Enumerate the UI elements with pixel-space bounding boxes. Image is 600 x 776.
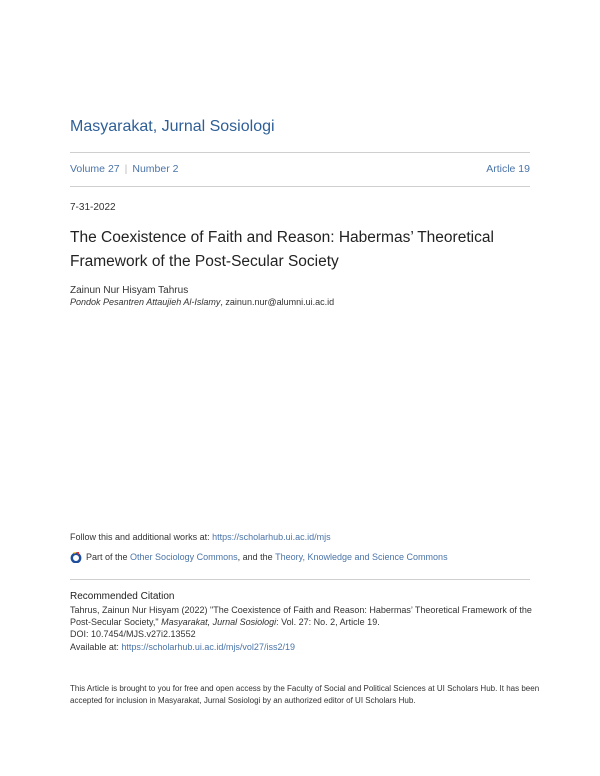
access-statement: This Article is brought to you for free and open access by the Faculty of Social and Political Sciences at UI Scholars Hub. It has been accepted for inclusion in Masyarakat, Jurnal Sosiologi by an authorized editor of UI Scholars Hub. xyxy=(70,684,540,705)
divider xyxy=(70,186,530,187)
part-of-line xyxy=(70,551,448,563)
article-number[interactable]: Article 19 xyxy=(486,163,530,175)
number-link[interactable]: Number 2 xyxy=(132,163,179,175)
divider xyxy=(70,579,530,580)
part-of-middle: , and the xyxy=(237,552,273,562)
affiliation: Pondok Pesantren Attaujieh Al-Islamy xyxy=(70,297,221,307)
citation-journal: Masyarakat, Jurnal Sosiologi xyxy=(161,617,277,628)
citation-text: Tahrus, Zainun Nur Hisyam (2022) "The Coexistence of Faith and Reason: Habermas’ Theoretical Framework of the Post-Secular Society," xyxy=(70,605,532,628)
issue-info xyxy=(70,163,178,175)
available-link[interactable]: https://scholarhub.ui.ac.id/mjs/vol27/iss2/19 xyxy=(121,641,295,652)
author-name: Zainun Nur Hisyam Tahrus xyxy=(70,285,189,296)
separator: | xyxy=(124,163,128,175)
article-title: The Coexistence of Faith and Reason: Habermas’ Theoretical Framework of the Post-Secular Society xyxy=(70,229,494,270)
volume-link[interactable]: Volume 27 xyxy=(70,163,120,175)
publication-date: 7-31-2022 xyxy=(70,202,116,213)
available-prefix: Available at: xyxy=(70,641,122,652)
follow-line xyxy=(70,532,331,542)
citation-volume: : Vol. 27: No. 2, Article 19. xyxy=(276,617,380,628)
other-sociology-commons-link[interactable]: Other Sociology Commons xyxy=(130,552,238,562)
theory-knowledge-science-commons-link[interactable]: Theory, Knowledge and Science Commons xyxy=(275,552,448,562)
part-of-prefix: Part of the xyxy=(86,552,128,562)
follow-prefix: Follow this and additional works at: xyxy=(70,532,213,542)
author-email: , zainun.nur@alumni.ui.ac.id xyxy=(220,297,335,307)
author-affiliation xyxy=(70,297,334,307)
citation-body xyxy=(70,604,540,653)
divider xyxy=(70,152,530,153)
citation-doi: DOI: 10.7454/MJS.v27i2.13552 xyxy=(70,629,196,640)
journal-title[interactable]: Masyarakat, Jurnal Sosiologi xyxy=(70,118,275,135)
bepress-commons-icon xyxy=(70,551,82,563)
citation-heading: Recommended Citation xyxy=(70,591,175,602)
follow-link[interactable]: https://scholarhub.ui.ac.id/mjs xyxy=(212,532,331,542)
